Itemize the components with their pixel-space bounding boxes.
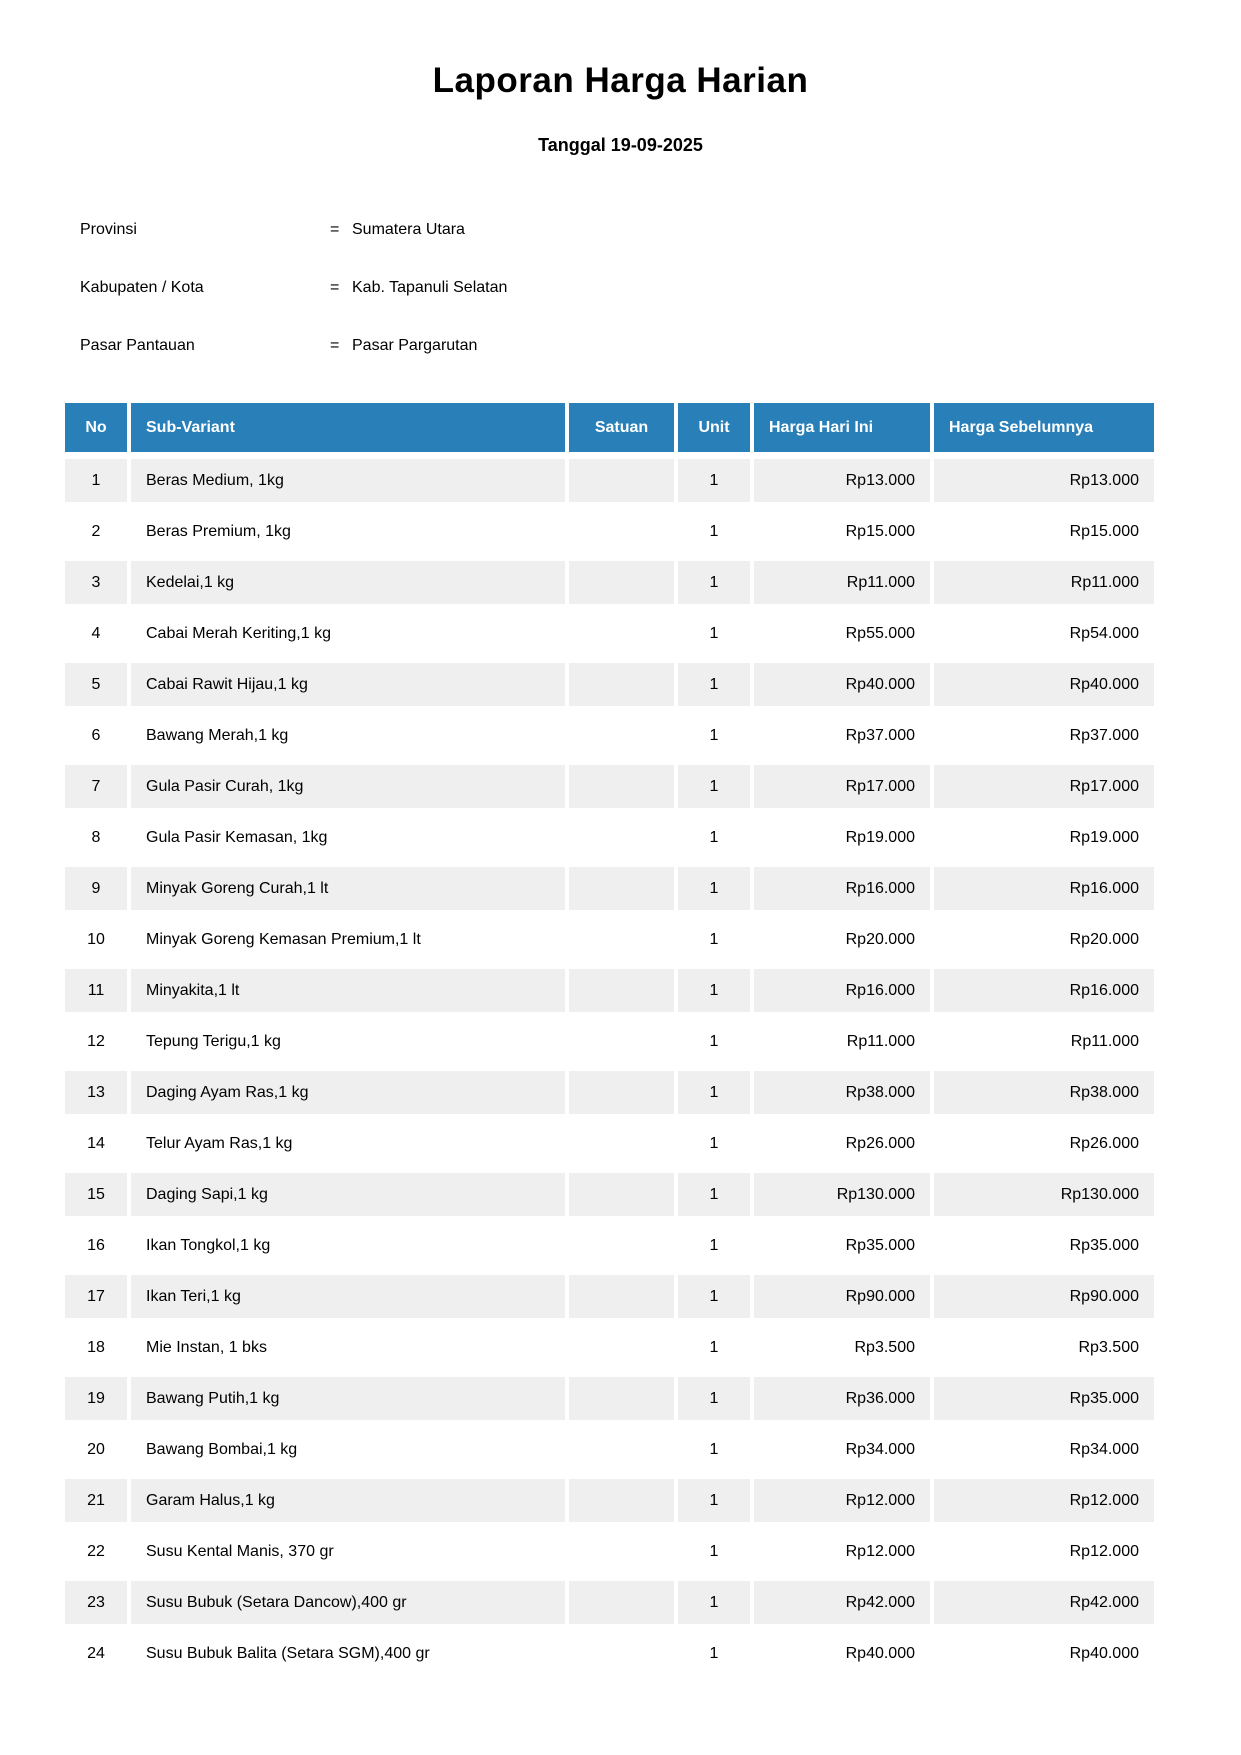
table-row	[65, 714, 1154, 757]
cell-satuan	[569, 1020, 674, 1063]
cell-no: 23	[65, 1581, 127, 1624]
cell-sub-variant: Beras Medium, 1kg	[131, 459, 565, 502]
header-cell-unit: Unit	[678, 403, 750, 452]
cell-harga-sebelumnya: Rp20.000	[934, 918, 1154, 961]
cell-harga-hari-ini: Rp11.000	[754, 561, 930, 604]
cell-harga-sebelumnya: Rp11.000	[934, 561, 1154, 604]
cell-harga-sebelumnya: Rp38.000	[934, 1071, 1154, 1114]
report-info	[80, 201, 1241, 375]
cell-harga-sebelumnya: Rp19.000	[934, 816, 1154, 859]
cell-unit: 1	[678, 1530, 750, 1573]
cell-harga-hari-ini: Rp3.500	[754, 1326, 930, 1369]
cell-unit: 1	[678, 1275, 750, 1318]
header-cell-sub-variant: Sub-Variant	[131, 403, 565, 452]
cell-satuan	[569, 510, 674, 553]
header-cell-no: No	[65, 403, 127, 452]
cell-sub-variant: Susu Kental Manis, 370 gr	[131, 1530, 565, 1573]
cell-satuan	[569, 816, 674, 859]
cell-unit: 1	[678, 969, 750, 1012]
cell-harga-sebelumnya: Rp12.000	[934, 1530, 1154, 1573]
cell-harga-hari-ini: Rp12.000	[754, 1530, 930, 1573]
cell-no: 5	[65, 663, 127, 706]
info-label: Kabupaten / Kota	[80, 279, 204, 296]
cell-sub-variant: Daging Ayam Ras,1 kg	[131, 1071, 565, 1114]
info-value: Kab. Tapanuli Selatan	[352, 279, 508, 296]
cell-sub-variant: Mie Instan, 1 bks	[131, 1326, 565, 1369]
table-header-row	[65, 403, 1154, 452]
header-cell-harga-sebelumnya: Harga Sebelumnya	[934, 403, 1154, 452]
cell-harga-sebelumnya: Rp15.000	[934, 510, 1154, 553]
cell-satuan	[569, 1530, 674, 1573]
cell-no: 10	[65, 918, 127, 961]
header-cell-harga-hari-ini: Harga Hari Ini	[754, 403, 930, 452]
cell-no: 8	[65, 816, 127, 859]
cell-satuan	[569, 918, 674, 961]
cell-sub-variant: Garam Halus,1 kg	[131, 1479, 565, 1522]
table-row	[65, 510, 1154, 553]
cell-unit: 1	[678, 612, 750, 655]
cell-no: 11	[65, 969, 127, 1012]
table-row	[65, 918, 1154, 961]
table-row	[65, 1377, 1154, 1420]
cell-no: 22	[65, 1530, 127, 1573]
info-value: Pasar Pargarutan	[352, 337, 478, 354]
table-row	[65, 1632, 1154, 1675]
cell-harga-hari-ini: Rp15.000	[754, 510, 930, 553]
cell-harga-sebelumnya: Rp13.000	[934, 459, 1154, 502]
cell-unit: 1	[678, 1224, 750, 1267]
cell-satuan	[569, 1377, 674, 1420]
cell-satuan	[569, 1632, 674, 1675]
table-row	[65, 1530, 1154, 1573]
cell-satuan	[569, 1071, 674, 1114]
table-row	[65, 1479, 1154, 1522]
cell-satuan	[569, 1173, 674, 1216]
page-title: Laporan Harga Harian	[432, 61, 809, 100]
cell-harga-hari-ini: Rp16.000	[754, 867, 930, 910]
cell-harga-sebelumnya: Rp26.000	[934, 1122, 1154, 1165]
table-row	[65, 1071, 1154, 1114]
cell-satuan	[569, 1428, 674, 1471]
cell-harga-sebelumnya: Rp16.000	[934, 867, 1154, 910]
table-body	[65, 459, 1154, 1675]
cell-no: 14	[65, 1122, 127, 1165]
price-table	[65, 403, 1154, 1675]
cell-no: 4	[65, 612, 127, 655]
cell-no: 7	[65, 765, 127, 808]
cell-no: 6	[65, 714, 127, 757]
cell-unit: 1	[678, 714, 750, 757]
cell-no: 21	[65, 1479, 127, 1522]
header-cell-satuan: Satuan	[569, 403, 674, 452]
cell-sub-variant: Kedelai,1 kg	[131, 561, 565, 604]
table-row	[65, 1173, 1154, 1216]
table-row	[65, 816, 1154, 859]
cell-sub-variant: Bawang Merah,1 kg	[131, 714, 565, 757]
cell-sub-variant: Susu Bubuk Balita (Setara SGM),400 gr	[131, 1632, 565, 1675]
equals-sign: =	[330, 337, 340, 354]
cell-harga-hari-ini: Rp11.000	[754, 1020, 930, 1063]
info-label: Provinsi	[80, 221, 137, 238]
cell-sub-variant: Cabai Rawit Hijau,1 kg	[131, 663, 565, 706]
cell-sub-variant: Bawang Putih,1 kg	[131, 1377, 565, 1420]
cell-unit: 1	[678, 867, 750, 910]
table-row	[65, 765, 1154, 808]
cell-no: 18	[65, 1326, 127, 1369]
cell-satuan	[569, 765, 674, 808]
cell-unit: 1	[678, 1377, 750, 1420]
cell-sub-variant: Tepung Terigu,1 kg	[131, 1020, 565, 1063]
report-date: Tanggal 19-09-2025	[538, 135, 703, 155]
cell-harga-hari-ini: Rp40.000	[754, 1632, 930, 1675]
table-row	[65, 1428, 1154, 1471]
cell-sub-variant: Daging Sapi,1 kg	[131, 1173, 565, 1216]
cell-satuan	[569, 1479, 674, 1522]
cell-no: 2	[65, 510, 127, 553]
cell-harga-hari-ini: Rp17.000	[754, 765, 930, 808]
cell-no: 9	[65, 867, 127, 910]
cell-no: 24	[65, 1632, 127, 1675]
cell-harga-hari-ini: Rp40.000	[754, 663, 930, 706]
cell-sub-variant: Susu Bubuk (Setara Dancow),400 gr	[131, 1581, 565, 1624]
cell-harga-sebelumnya: Rp35.000	[934, 1224, 1154, 1267]
cell-sub-variant: Telur Ayam Ras,1 kg	[131, 1122, 565, 1165]
cell-harga-sebelumnya: Rp37.000	[934, 714, 1154, 757]
cell-harga-sebelumnya: Rp11.000	[934, 1020, 1154, 1063]
table-row	[65, 969, 1154, 1012]
table-row	[65, 1224, 1154, 1267]
table-row	[65, 612, 1154, 655]
cell-satuan	[569, 612, 674, 655]
cell-no: 20	[65, 1428, 127, 1471]
cell-satuan	[569, 561, 674, 604]
cell-unit: 1	[678, 459, 750, 502]
cell-unit: 1	[678, 1071, 750, 1114]
cell-harga-hari-ini: Rp35.000	[754, 1224, 930, 1267]
cell-no: 12	[65, 1020, 127, 1063]
cell-sub-variant: Gula Pasir Curah, 1kg	[131, 765, 565, 808]
cell-harga-hari-ini: Rp13.000	[754, 459, 930, 502]
cell-unit: 1	[678, 1326, 750, 1369]
cell-satuan	[569, 867, 674, 910]
table-row	[65, 663, 1154, 706]
cell-harga-hari-ini: Rp90.000	[754, 1275, 930, 1318]
cell-harga-sebelumnya: Rp54.000	[934, 612, 1154, 655]
table-row	[65, 867, 1154, 910]
table-row	[65, 1020, 1154, 1063]
cell-unit: 1	[678, 1632, 750, 1675]
cell-satuan	[569, 1224, 674, 1267]
cell-harga-sebelumnya: Rp130.000	[934, 1173, 1154, 1216]
cell-sub-variant: Minyak Goreng Kemasan Premium,1 lt	[131, 918, 565, 961]
cell-sub-variant: Gula Pasir Kemasan, 1kg	[131, 816, 565, 859]
info-row-kabupaten	[80, 259, 1241, 317]
cell-harga-hari-ini: Rp19.000	[754, 816, 930, 859]
cell-harga-sebelumnya: Rp40.000	[934, 663, 1154, 706]
cell-satuan	[569, 1581, 674, 1624]
cell-satuan	[569, 714, 674, 757]
cell-no: 16	[65, 1224, 127, 1267]
info-label: Pasar Pantauan	[80, 337, 195, 354]
cell-no: 1	[65, 459, 127, 502]
cell-harga-hari-ini: Rp38.000	[754, 1071, 930, 1114]
cell-satuan	[569, 1275, 674, 1318]
cell-harga-sebelumnya: Rp42.000	[934, 1581, 1154, 1624]
cell-harga-sebelumnya: Rp3.500	[934, 1326, 1154, 1369]
cell-sub-variant: Beras Premium, 1kg	[131, 510, 565, 553]
cell-unit: 1	[678, 561, 750, 604]
info-value: Sumatera Utara	[352, 221, 465, 238]
cell-sub-variant: Minyakita,1 lt	[131, 969, 565, 1012]
cell-no: 17	[65, 1275, 127, 1318]
cell-sub-variant: Cabai Merah Keriting,1 kg	[131, 612, 565, 655]
cell-harga-sebelumnya: Rp16.000	[934, 969, 1154, 1012]
cell-harga-hari-ini: Rp20.000	[754, 918, 930, 961]
cell-harga-sebelumnya: Rp34.000	[934, 1428, 1154, 1471]
cell-harga-sebelumnya: Rp35.000	[934, 1377, 1154, 1420]
cell-harga-hari-ini: Rp42.000	[754, 1581, 930, 1624]
cell-satuan	[569, 1122, 674, 1165]
cell-harga-hari-ini: Rp36.000	[754, 1377, 930, 1420]
table-row	[65, 1581, 1154, 1624]
cell-unit: 1	[678, 1428, 750, 1471]
cell-unit: 1	[678, 1122, 750, 1165]
cell-unit: 1	[678, 663, 750, 706]
cell-harga-hari-ini: Rp12.000	[754, 1479, 930, 1522]
cell-unit: 1	[678, 510, 750, 553]
cell-harga-hari-ini: Rp37.000	[754, 714, 930, 757]
cell-satuan	[569, 663, 674, 706]
cell-satuan	[569, 969, 674, 1012]
cell-no: 13	[65, 1071, 127, 1114]
cell-harga-sebelumnya: Rp17.000	[934, 765, 1154, 808]
table-row	[65, 561, 1154, 604]
table-row	[65, 1275, 1154, 1318]
cell-no: 19	[65, 1377, 127, 1420]
equals-sign: =	[330, 279, 340, 296]
info-row-provinsi	[80, 201, 1241, 259]
cell-no: 15	[65, 1173, 127, 1216]
cell-sub-variant: Ikan Teri,1 kg	[131, 1275, 565, 1318]
cell-sub-variant: Bawang Bombai,1 kg	[131, 1428, 565, 1471]
cell-harga-hari-ini: Rp16.000	[754, 969, 930, 1012]
table-row	[65, 1122, 1154, 1165]
cell-harga-sebelumnya: Rp90.000	[934, 1275, 1154, 1318]
cell-unit: 1	[678, 765, 750, 808]
cell-harga-hari-ini: Rp26.000	[754, 1122, 930, 1165]
cell-no: 3	[65, 561, 127, 604]
info-row-pasar	[80, 317, 1241, 375]
cell-harga-hari-ini: Rp130.000	[754, 1173, 930, 1216]
cell-sub-variant: Minyak Goreng Curah,1 lt	[131, 867, 565, 910]
cell-satuan	[569, 459, 674, 502]
cell-unit: 1	[678, 1581, 750, 1624]
cell-harga-hari-ini: Rp55.000	[754, 612, 930, 655]
cell-unit: 1	[678, 918, 750, 961]
cell-unit: 1	[678, 1173, 750, 1216]
cell-sub-variant: Ikan Tongkol,1 kg	[131, 1224, 565, 1267]
cell-harga-sebelumnya: Rp12.000	[934, 1479, 1154, 1522]
table-row	[65, 459, 1154, 502]
table-row	[65, 1326, 1154, 1369]
cell-satuan	[569, 1326, 674, 1369]
cell-unit: 1	[678, 1479, 750, 1522]
cell-harga-hari-ini: Rp34.000	[754, 1428, 930, 1471]
cell-unit: 1	[678, 816, 750, 859]
cell-harga-sebelumnya: Rp40.000	[934, 1632, 1154, 1675]
cell-unit: 1	[678, 1020, 750, 1063]
equals-sign: =	[330, 221, 340, 238]
